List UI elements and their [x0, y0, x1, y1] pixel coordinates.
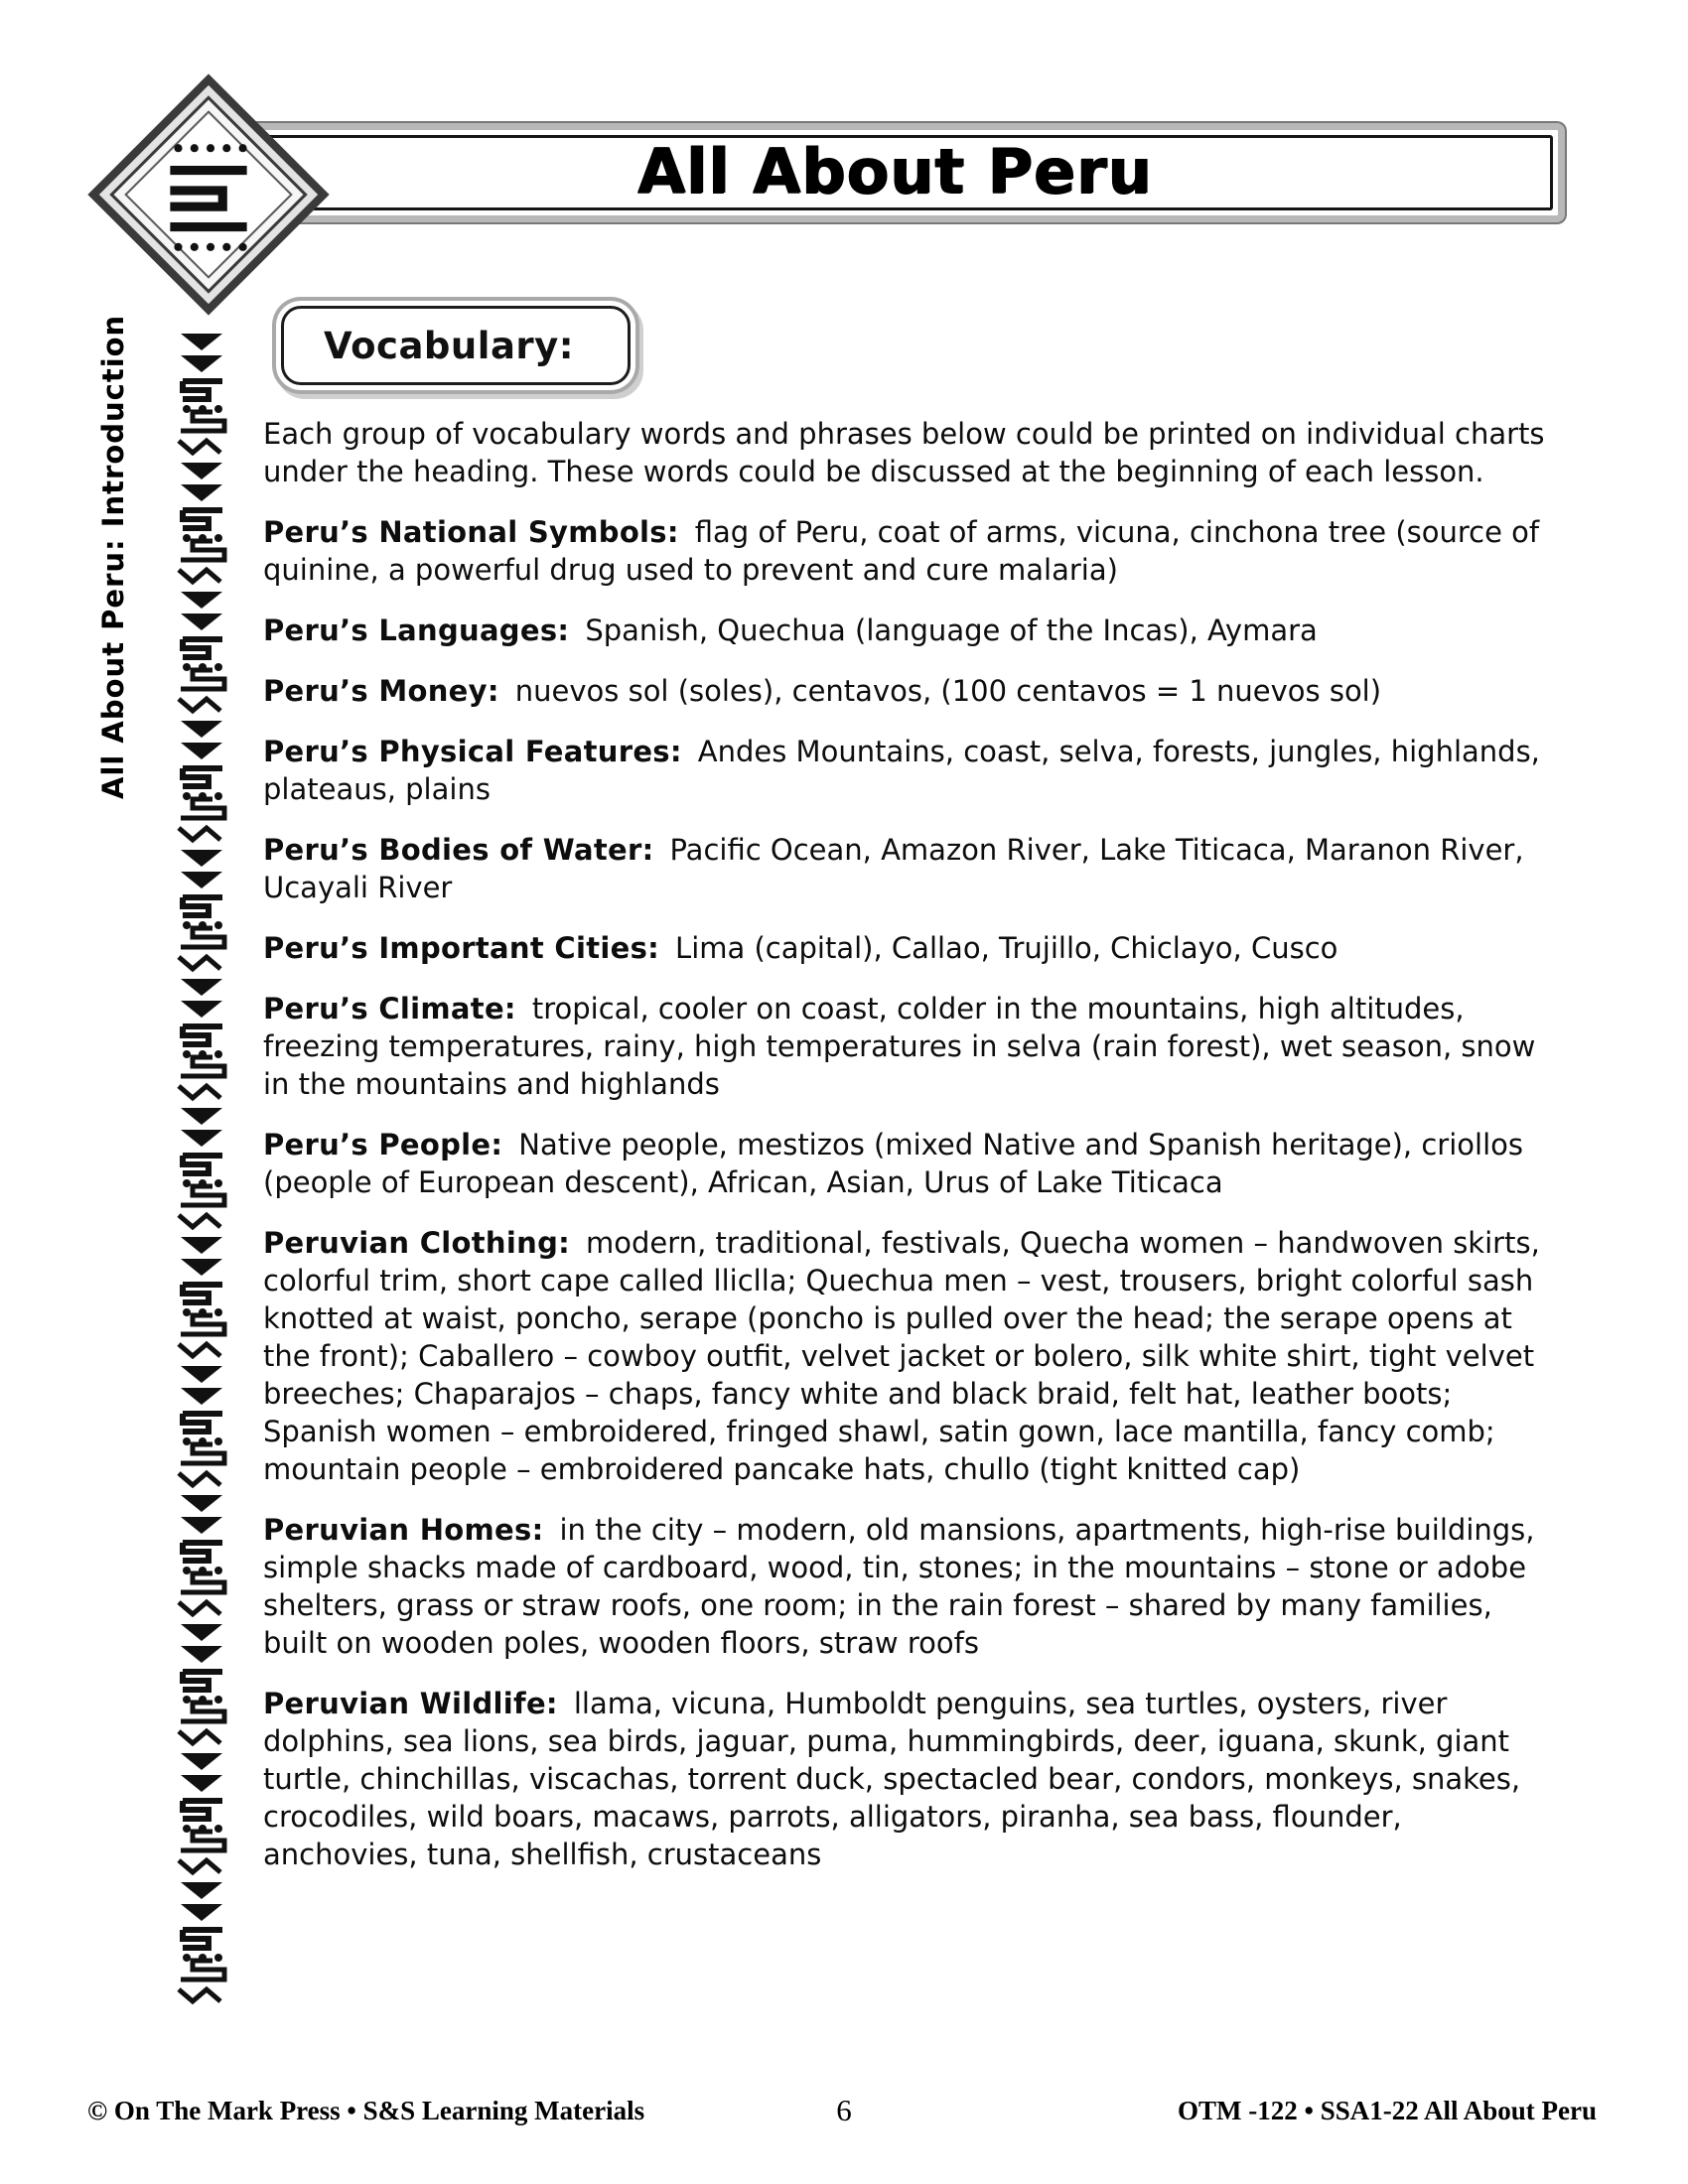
entry-text: tropical, cooler on coast, colder in the mountains, high altitudes, freezing temperatures, rainy, high temperatures in selva (rain forest), wet season, snow in the mountains and highlands [263, 992, 1536, 1101]
entry-term: Peruvian Clothing: [263, 1226, 571, 1260]
inca-border-pattern [171, 328, 234, 2005]
entry-text: Spanish, Quechua (language of the Incas), Aymara [585, 614, 1318, 647]
entry-text: flag of Peru, coat of arms, vicuna, cinchona tree (source of quinine, a powerful drug used to prevent and cure malaria) [263, 515, 1540, 587]
vocab-entry-languages [263, 612, 1546, 649]
vocabulary-label: Vocabulary: [324, 324, 575, 367]
entry-term: Peruvian Wildlife: [263, 1687, 558, 1720]
title-banner-inner-frame [236, 135, 1553, 210]
vocab-entry-bodies-of-water [263, 831, 1546, 906]
vocab-entry-important-cities [263, 929, 1546, 967]
entry-text: in the city – modern, old mansions, apartments, high-rise buildings, simple shacks made of cardboard, wood, tin, stones; in the mountains – stone or adobe shelters, grass or straw roofs, one room; in the rain forest – shared by many families, built on wooden poles, wooden floors, straw roofs [263, 1513, 1535, 1660]
page-title: All About Peru [636, 134, 1153, 207]
vocab-entry-physical-features [263, 733, 1546, 808]
entry-text: Pacific Ocean, Amazon River, Lake Titicaca, Maranon River, Ucayali River [263, 833, 1524, 904]
inca-logo-icon [87, 73, 330, 316]
entry-term: Peru’s Money: [263, 674, 499, 708]
entry-term: Peru’s Physical Features: [263, 735, 682, 768]
entry-term: Peru’s Languages: [263, 614, 570, 647]
entry-text: modern, traditional, festivals, Quecha women – handwoven skirts, colorful trim, short cape called lliclla; Quechua men – vest, trousers, bright colorful sash knotted at waist, poncho, serape (poncho is pulled over the head; the serape opens at the front); Caballero – cowboy outfit, velvet jacket or bolero, silk white shirt, tight velvet breeches; Chaparajos – chaps, fancy white and black braid, felt hat, leather boots; Spanish women – embroidered, fringed shawl, satin gown, lace mantilla, fancy comb; mountain people – embroidered pancake hats, chullo (tight knitted cap) [263, 1226, 1540, 1486]
vocab-entry-climate [263, 990, 1546, 1103]
entry-text: Andes Mountains, coast, selva, forests, jungles, highlands, plateaus, plains [263, 735, 1540, 806]
entry-text: nuevos sol (soles), centavos, (100 centavos = 1 nuevos sol) [514, 674, 1382, 708]
entry-term: Peru’s Climate: [263, 992, 516, 1025]
entry-term: Peru’s National Symbols: [263, 515, 679, 549]
entry-text: Native people, mestizos (mixed Native and Spanish heritage), criollos (people of European descent), African, Asian, Urus of Lake Titicaca [263, 1128, 1523, 1199]
entry-term: Peruvian Homes: [263, 1513, 544, 1547]
vocab-entry-clothing [263, 1224, 1546, 1488]
entry-term: Peru’s People: [263, 1128, 503, 1161]
vocab-entry-money [263, 672, 1546, 710]
entry-term: Peru’s Important Cities: [263, 931, 660, 965]
page-number: 6 [836, 2093, 852, 2127]
entry-term: Peru’s Bodies of Water: [263, 833, 654, 867]
vocab-entry-wildlife [263, 1685, 1546, 1873]
footer-product-code: OTM -122 • SSA1-22 All About Peru [1178, 2096, 1597, 2125]
vocabulary-box [281, 306, 631, 385]
entry-text: llama, vicuna, Humboldt penguins, sea turtles, oysters, river dolphins, sea lions, sea birds, jaguar, puma, hummingbirds, deer, iguana, skunk, giant turtle, chinchillas, viscachas, torrent duck, spectacled bear, condors, monkeys, snakes, crocodiles, wild boars, macaws, parrots, alligators, piranha, sea bass, flounder, anchovies, tuna, shellfish, crustaceans [263, 1687, 1521, 1871]
footer-copyright: © On The Mark Press • S&S Learning Materials [87, 2096, 645, 2125]
entry-text: Lima (capital), Callao, Trujillo, Chiclayo, Cusco [675, 931, 1338, 965]
title-banner [224, 123, 1565, 222]
vocab-entry-people [263, 1126, 1546, 1201]
vocab-entry-national-symbols [263, 513, 1546, 589]
intro-paragraph: Each group of vocabulary words and phrases below could be printed on individual charts under the heading. These words could be discussed at the beginning of each lesson. [263, 417, 1545, 488]
vocab-entry-homes [263, 1511, 1546, 1662]
content-area [263, 415, 1546, 1896]
sidebar-rotated-label: All About Peru: Introduction [96, 314, 130, 799]
